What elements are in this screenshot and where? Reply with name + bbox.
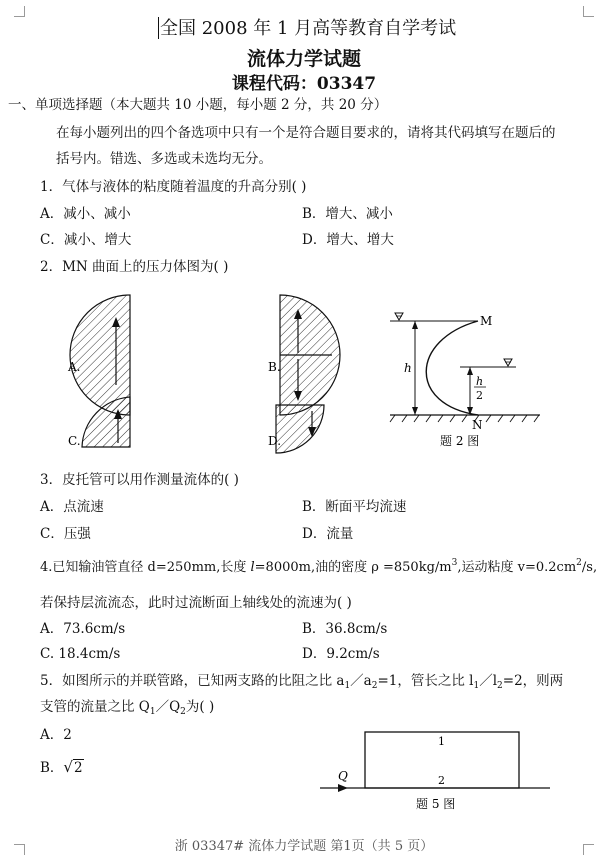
point-n-label: N — [472, 418, 483, 432]
q4-stem-part: /s, — [581, 560, 598, 575]
q5-subscript: 2 — [497, 681, 503, 691]
question-4-stem — [40, 554, 597, 577]
q5-stem-part: ／l — [479, 673, 498, 689]
subject-title: 流体力学试题 — [246, 48, 361, 70]
q1-option-d: D．增大、增大 — [302, 232, 394, 248]
question-4-line2: 若保持层流流态，此时过流断面上轴线处的流速为( ) — [40, 595, 352, 611]
q4-length-symbol: l — [250, 560, 255, 575]
q5-subscript: 1 — [149, 707, 156, 717]
option-b-pressure-body — [280, 295, 340, 415]
q5-option-b — [40, 758, 84, 777]
q1-option-b: B．增大、减小 — [302, 206, 393, 222]
q5-stem-part: 5．如图所示的并联管路，已知两支路的比阻之比 a — [40, 673, 345, 689]
section-heading: 一、单项选择题（本大题共 10 小题，每小题 2 分，共 20 分） — [8, 97, 388, 113]
question-2-figure — [60, 285, 600, 455]
sqrt-radicand: 2 — [73, 760, 83, 776]
q5-stem-part: ／a — [350, 673, 372, 689]
q3-option-b: B．断面平均流速 — [302, 499, 407, 515]
option-b-label: B. — [268, 360, 281, 374]
figure-5-caption: 题 5 图 — [416, 797, 456, 811]
q5-subscript: 1 — [473, 681, 480, 691]
page-corner-mark — [14, 6, 25, 17]
half-depth-numerator: h — [476, 375, 484, 388]
q4-stem-part: ,运动粘度 v=0.2cm — [457, 560, 577, 575]
q5-subscript: 1 — [344, 681, 351, 691]
q5-stem-part: 支管的流量之比 Q — [40, 699, 150, 715]
option-a-label: A. — [68, 360, 81, 374]
q4-stem-part: 4.已知输油管直径 d=250mm,长度 — [40, 560, 251, 575]
q4-option-b: B．36.8cm/s — [302, 621, 388, 637]
q5-option-b-prefix: B． — [40, 760, 64, 776]
question-2-stem: 2．MN 曲面上的压力体图为( ) — [40, 259, 229, 275]
page-footer: 浙 03347# 流体力学试题 第1页（共 5 页） — [174, 839, 434, 854]
q3-option-d: D．流量 — [302, 526, 354, 542]
q5-stem-part: 为( ) — [185, 699, 215, 715]
option-a-pressure-body — [70, 295, 130, 415]
option-c-pressure-body — [82, 397, 130, 447]
question-5-stem — [40, 672, 563, 695]
q5-stem-part: ／Q — [155, 699, 181, 715]
depth-h-label: h — [404, 361, 412, 375]
question-3-stem: 3．皮托管可以用作测量流体的( ) — [40, 472, 239, 488]
exam-title: 全国 2008 年 1 月高等教育自学考试 — [160, 18, 457, 39]
q5-option-a: A．2 — [40, 727, 72, 743]
instruction-line: 括号内。错选、多选或未选均无分。 — [56, 151, 272, 167]
q3-option-c: C．压强 — [40, 526, 91, 542]
question-5-line2 — [40, 698, 214, 721]
q5-stem-part: =2，则两 — [502, 673, 564, 689]
q5-stem-part: =1，管长之比 l — [377, 673, 474, 689]
sqrt-sign: √ — [63, 758, 73, 776]
q5-subscript: 2 — [180, 707, 186, 717]
half-depth-denominator: 2 — [476, 389, 483, 402]
q5-subscript: 2 — [371, 681, 378, 691]
pipe-1-label: 1 — [438, 735, 445, 748]
flow-q-label: Q — [338, 769, 348, 783]
q4-option-a: A．73.6cm/s — [40, 621, 126, 637]
pipe-2-label: 2 — [438, 774, 445, 787]
q4-stem-part: =8000m,油的密度 ρ =850kg/m — [254, 560, 452, 575]
q4-option-c: C. 18.4cm/s — [40, 646, 121, 662]
figure-2-caption: 题 2 图 — [440, 434, 480, 448]
page-corner-mark — [583, 6, 594, 17]
course-code: 课程代码：03347 — [231, 74, 377, 94]
question-5-figure — [320, 726, 570, 818]
point-m-label: M — [480, 314, 493, 328]
q1-option-a: A．减小、减小 — [40, 206, 131, 222]
q4-superscript: 3 — [451, 558, 458, 568]
option-d-label: D. — [268, 434, 282, 448]
instruction-line: 在每小题列出的四个备选项中只有一个是符合题目要求的，请将其代码填写在题后的 — [56, 125, 556, 141]
curved-surface-mn-diagram — [390, 313, 540, 422]
q4-superscript: 2 — [576, 558, 582, 568]
option-c-label: C. — [68, 434, 81, 448]
q4-option-d: D．9.2cm/s — [302, 646, 380, 662]
q3-option-a: A．点流速 — [40, 499, 104, 515]
text-cursor — [158, 17, 159, 39]
question-1-stem: 1．气体与液体的粘度随着温度的升高分别( ) — [40, 179, 307, 195]
q1-option-c: C．减小、增大 — [40, 232, 132, 248]
option-d-pressure-body — [276, 405, 324, 453]
flow-arrow-icon — [338, 784, 348, 792]
